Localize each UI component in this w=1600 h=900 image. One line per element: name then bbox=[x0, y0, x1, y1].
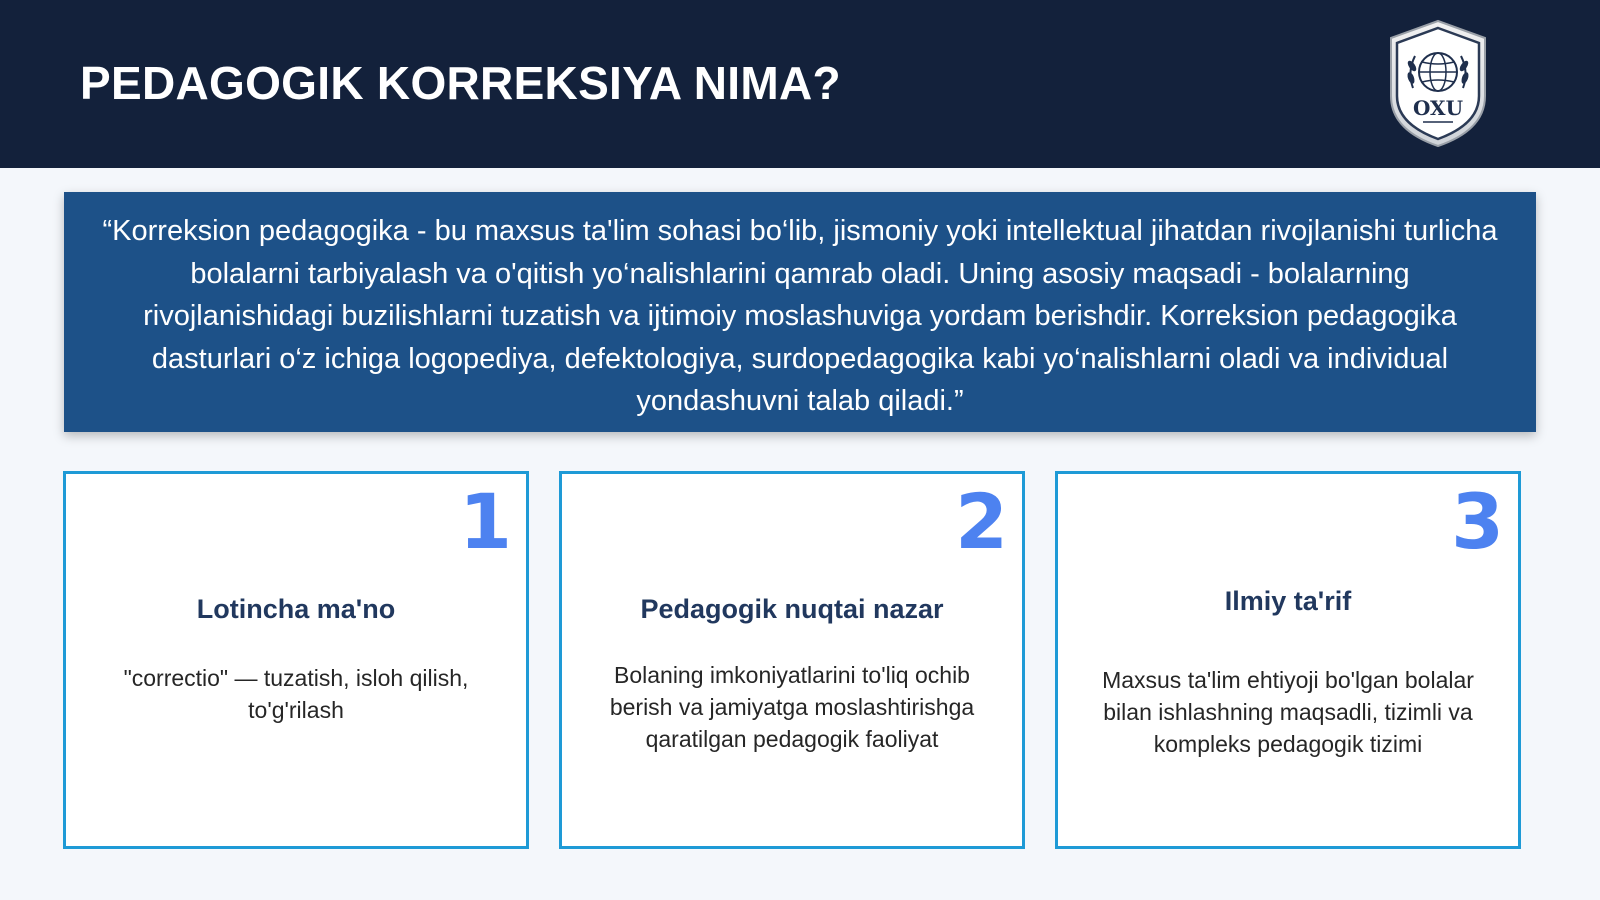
header-bar bbox=[0, 0, 1600, 168]
card-title: Pedagogik nuqtai nazar bbox=[640, 594, 944, 624]
card-body: Bolaning imkoniyatlarini to'liq ochib berish va jamiyatga moslashtirishga qaratilgan pedagogik faoliyat bbox=[609, 662, 975, 752]
definition-quote-text: “Korreksion pedagogika - bu maxsus ta'lim sohasi bo‘lib, jismoniy yoki intellektual jihatdan rivojlanishi turlicha bolalarni tarbiyalash va o'qitish yo‘nalishlarini qamrab oladi. Uning asosiy maqsadi - bolalarning rivojlanishidagi buzilishlarni tuzatish va ijtimoiy moslashuviga yordam berishdir. Korreksion pedagogika dasturlari o‘z ichiga logopediya, defektologiya, surdopedagogika kabi yo‘nalishlarni oladi va individual yondashuvni talab qiladi.” bbox=[102, 215, 1498, 417]
card-number: 3 bbox=[1451, 477, 1504, 566]
logo-text: OXU bbox=[1412, 96, 1464, 120]
card-body: "correctio" — tuzatish, isloh qilish, to'g'rilash bbox=[123, 665, 469, 723]
info-card-1 bbox=[63, 471, 529, 849]
card-number: 1 bbox=[459, 477, 512, 566]
card-title: Ilmiy ta'rif bbox=[1224, 586, 1352, 616]
page-title: PEDAGOGIK KORREKSIYA NIMA? bbox=[80, 57, 841, 109]
card-number: 2 bbox=[955, 477, 1008, 566]
university-logo bbox=[1385, 18, 1491, 150]
info-card-2 bbox=[559, 471, 1025, 849]
definition-quote-box bbox=[64, 192, 1536, 432]
card-title: Lotincha ma'no bbox=[196, 594, 396, 624]
card-body: Maxsus ta'lim ehtiyoji bo'lgan bolalar bilan ishlashning maqsadli, tizimli va kompleks pedagogik tizimi bbox=[1102, 667, 1474, 757]
info-card-3 bbox=[1055, 471, 1521, 849]
